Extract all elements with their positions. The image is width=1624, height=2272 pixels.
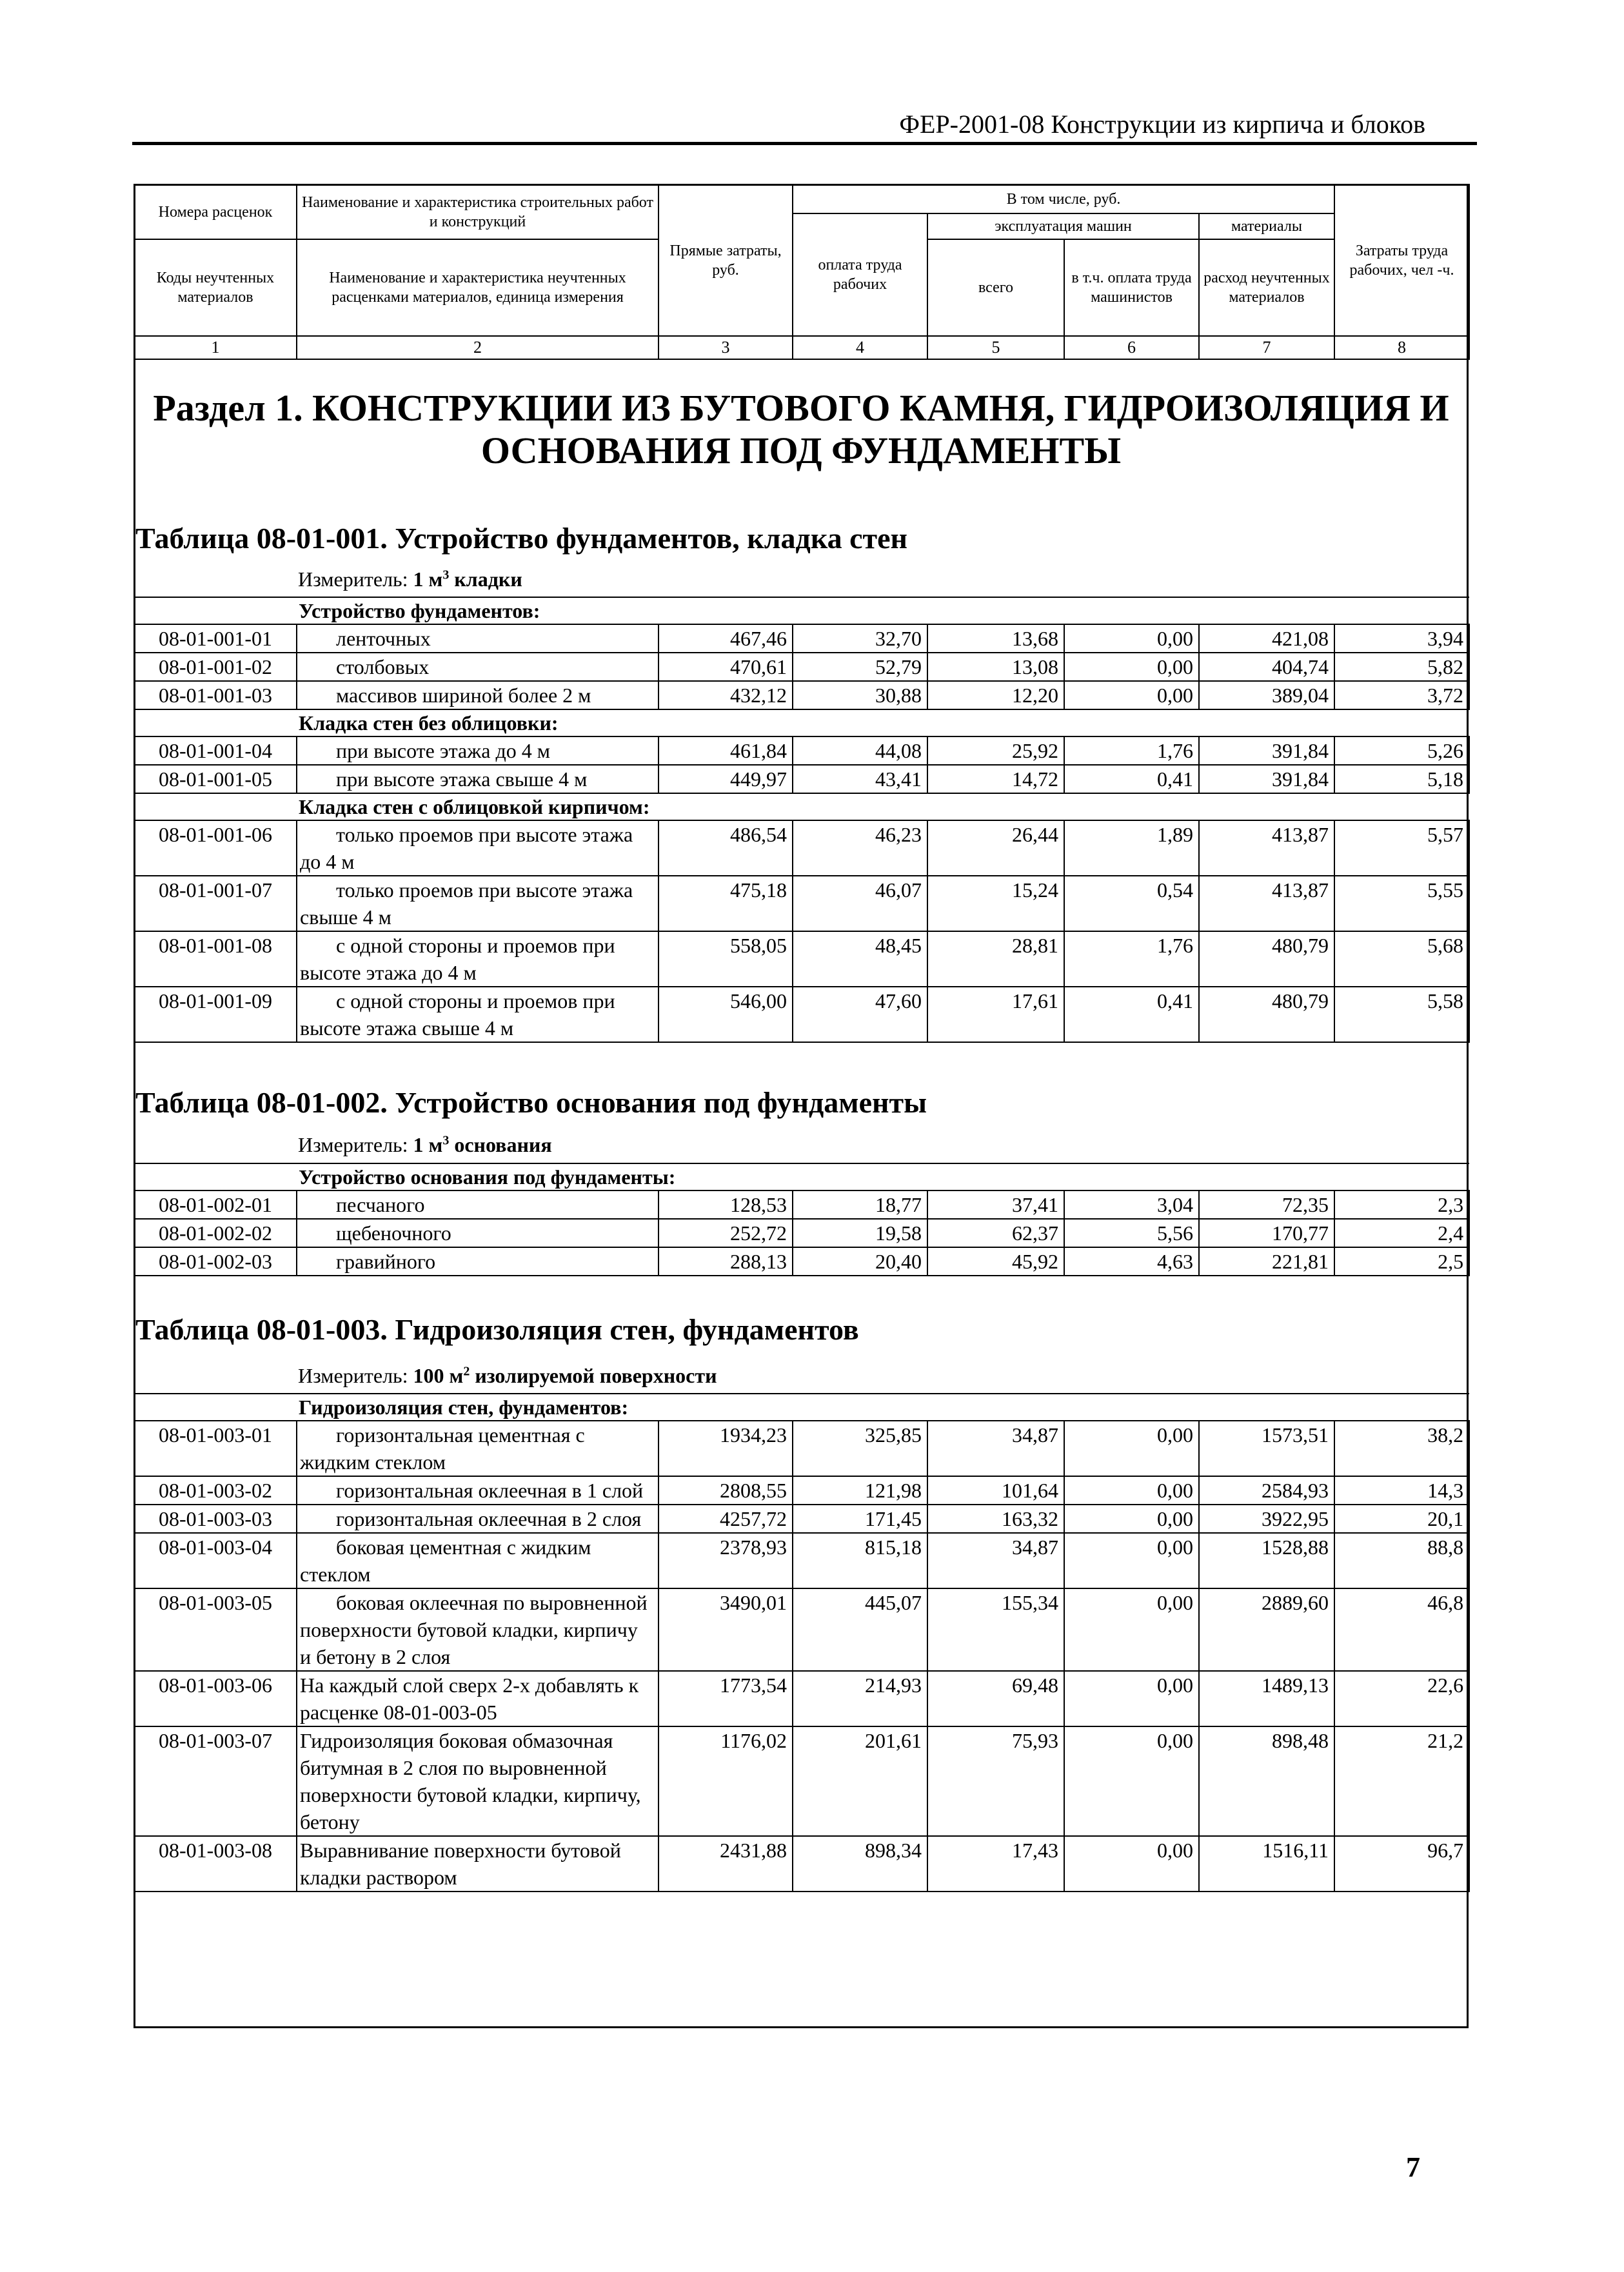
rate-code: 08-01-002-02 — [134, 1219, 297, 1247]
workers-pay-value: 44,08 — [793, 736, 927, 765]
materials-value: 1489,13 — [1199, 1671, 1334, 1726]
workers-pay-value: 445,07 — [793, 1588, 927, 1671]
machines-total-value: 25,92 — [927, 736, 1064, 765]
labor-hours-value: 5,26 — [1334, 736, 1469, 765]
direct-costs-value: 1934,23 — [659, 1421, 793, 1476]
rate-code: 08-01-001-05 — [134, 765, 297, 793]
rate-description: На каждый слой сверх 2-х добавлять к расценке 08-01-003-05 — [297, 1671, 659, 1726]
machinists-pay-value: 1,76 — [1064, 931, 1199, 987]
materials-value: 170,77 — [1199, 1219, 1334, 1247]
table-row — [134, 653, 1469, 681]
rate-code: 08-01-001-03 — [134, 681, 297, 709]
direct-costs-value: 546,00 — [659, 987, 793, 1042]
workers-pay-value: 214,93 — [793, 1671, 927, 1726]
rate-description: песчаного — [297, 1190, 659, 1219]
machines-total-value: 13,08 — [927, 653, 1064, 681]
direct-costs-value: 4257,72 — [659, 1505, 793, 1533]
table-meter — [298, 1133, 552, 1157]
table-row — [134, 765, 1469, 793]
materials-value: 391,84 — [1199, 765, 1334, 793]
workers-pay-value: 898,34 — [793, 1836, 927, 1892]
rates-table-08-01-001 — [134, 597, 1470, 1043]
rate-description: ленточных — [297, 624, 659, 653]
materials-value: 1573,51 — [1199, 1421, 1334, 1476]
machinists-pay-value: 0,41 — [1064, 765, 1199, 793]
rate-description: только проемов при высоте этажа свыше 4 м — [297, 876, 659, 931]
table-meter — [298, 1364, 717, 1388]
group-header-row — [134, 709, 1469, 736]
col-number: 4 — [793, 336, 927, 359]
materials-value: 72,35 — [1199, 1190, 1334, 1219]
rate-description: массивов шириной более 2 м — [297, 681, 659, 709]
labor-hours-value: 20,1 — [1334, 1505, 1469, 1533]
direct-costs-value: 470,61 — [659, 653, 793, 681]
direct-costs-value: 486,54 — [659, 820, 793, 876]
machines-total-value: 75,93 — [927, 1726, 1064, 1836]
machinists-pay-value: 0,00 — [1064, 653, 1199, 681]
machines-total-value: 17,43 — [927, 1836, 1064, 1892]
workers-pay-value: 48,45 — [793, 931, 927, 987]
col-header-workers-pay: оплата труда рабочих — [793, 213, 927, 336]
materials-value: 1516,11 — [1199, 1836, 1334, 1892]
table-row — [134, 1588, 1469, 1671]
rate-code: 08-01-002-01 — [134, 1190, 297, 1219]
col-number: 1 — [134, 336, 297, 359]
workers-pay-value: 201,61 — [793, 1726, 927, 1836]
direct-costs-value: 558,05 — [659, 931, 793, 987]
labor-hours-value: 2,5 — [1334, 1247, 1469, 1276]
col-header-materials: материалы — [1199, 213, 1334, 239]
machinists-pay-value: 0,00 — [1064, 1421, 1199, 1476]
machines-total-value: 62,37 — [927, 1219, 1064, 1247]
table-row — [134, 1726, 1469, 1836]
rate-description: Выравнивание поверхности бутовой кладки раствором — [297, 1836, 659, 1892]
direct-costs-value: 449,97 — [659, 765, 793, 793]
direct-costs-value: 1176,02 — [659, 1726, 793, 1836]
rate-description: с одной стороны и проемов при высоте этажа до 4 м — [297, 931, 659, 987]
rate-description: при высоте этажа свыше 4 м — [297, 765, 659, 793]
machinists-pay-value: 0,00 — [1064, 1671, 1199, 1726]
table-row — [134, 876, 1469, 931]
materials-value: 480,79 — [1199, 987, 1334, 1042]
rate-description: боковая оклеечная по выровненной поверхности бутовой кладки, кирпичу и бетону в 2 слоя — [297, 1588, 659, 1671]
table-row — [134, 681, 1469, 709]
workers-pay-value: 43,41 — [793, 765, 927, 793]
workers-pay-value: 46,23 — [793, 820, 927, 876]
machines-total-value: 34,87 — [927, 1421, 1064, 1476]
machinists-pay-value: 1,76 — [1064, 736, 1199, 765]
direct-costs-value: 252,72 — [659, 1219, 793, 1247]
materials-value: 404,74 — [1199, 653, 1334, 681]
rate-code: 08-01-003-07 — [134, 1726, 297, 1836]
workers-pay-value: 20,40 — [793, 1247, 927, 1276]
table-row — [134, 1219, 1469, 1247]
direct-costs-value: 432,12 — [659, 681, 793, 709]
machines-total-value: 28,81 — [927, 931, 1064, 987]
table-row — [134, 1476, 1469, 1505]
group-header-row — [134, 1394, 1469, 1421]
machines-total-value: 13,68 — [927, 624, 1064, 653]
col-number: 2 — [297, 336, 659, 359]
labor-hours-value: 22,6 — [1334, 1671, 1469, 1726]
table-row — [134, 1836, 1469, 1892]
machinists-pay-value: 0,00 — [1064, 1533, 1199, 1588]
meter-value: 1 $м^3$ основания — [413, 1133, 552, 1156]
col-header-labor-costs: Затраты труда рабочих, чел -ч. — [1334, 184, 1469, 336]
meter-label: Измеритель: — [298, 1133, 408, 1156]
workers-pay-value: 32,70 — [793, 624, 927, 653]
machines-total-value: 17,61 — [927, 987, 1064, 1042]
labor-hours-value: 5,68 — [1334, 931, 1469, 987]
machines-total-value: 45,92 — [927, 1247, 1064, 1276]
workers-pay-value: 19,58 — [793, 1219, 927, 1247]
col-header-direct-costs: Прямые затраты, руб. — [659, 184, 793, 336]
materials-value: 2889,60 — [1199, 1588, 1334, 1671]
rate-description: при высоте этажа до 4 м — [297, 736, 659, 765]
document-title: ФЕР-2001-08 Конструкции из кирпича и блоков — [899, 110, 1425, 139]
rate-code: 08-01-001-06 — [134, 820, 297, 876]
col-header-including: В том числе, руб. — [793, 184, 1334, 213]
labor-hours-value: 14,3 — [1334, 1476, 1469, 1505]
meter-value: 100 $м^2$ изолируемой поверхности — [413, 1364, 717, 1387]
machinists-pay-value: 0,00 — [1064, 681, 1199, 709]
group-label: Кладка стен с облицовкой кирпичом: — [134, 793, 1469, 820]
labor-hours-value: 5,57 — [1334, 820, 1469, 876]
workers-pay-value: 325,85 — [793, 1421, 927, 1476]
machines-total-value: 14,72 — [927, 765, 1064, 793]
table-row — [134, 987, 1469, 1042]
document-header — [132, 108, 1477, 145]
rate-description: гравийного — [297, 1247, 659, 1276]
machinists-pay-value: 0,41 — [1064, 987, 1199, 1042]
table-meter — [298, 568, 522, 591]
col-header-machinists-pay: в т.ч. оплата труда машинистов — [1064, 239, 1199, 336]
direct-costs-value: 128,53 — [659, 1190, 793, 1219]
rate-code: 08-01-003-01 — [134, 1421, 297, 1476]
machinists-pay-value: 1,89 — [1064, 820, 1199, 876]
workers-pay-value: 47,60 — [793, 987, 927, 1042]
rate-description: с одной стороны и проемов при высоте этажа свыше 4 м — [297, 987, 659, 1042]
workers-pay-value: 30,88 — [793, 681, 927, 709]
materials-value: 480,79 — [1199, 931, 1334, 987]
group-label: Устройство фундаментов: — [134, 597, 1469, 624]
rate-code: 08-01-003-03 — [134, 1505, 297, 1533]
machinists-pay-value: 3,04 — [1064, 1190, 1199, 1219]
machinists-pay-value: 5,56 — [1064, 1219, 1199, 1247]
rate-code: 08-01-003-02 — [134, 1476, 297, 1505]
table-row — [134, 1671, 1469, 1726]
workers-pay-value: 52,79 — [793, 653, 927, 681]
table-title: Таблица 08-01-002. Устройство основания под фундаменты — [135, 1086, 927, 1119]
materials-value: 3922,95 — [1199, 1505, 1334, 1533]
machinists-pay-value: 0,00 — [1064, 1476, 1199, 1505]
machines-total-value: 69,48 — [927, 1671, 1064, 1726]
meter-label: Измеритель: — [298, 1364, 408, 1387]
col-number: 7 — [1199, 336, 1334, 359]
rate-description: только проемов при высоте этажа до 4 м — [297, 820, 659, 876]
rate-code: 08-01-003-06 — [134, 1671, 297, 1726]
col-header-machines: эксплуатация машин — [927, 213, 1199, 239]
col-header-material-codes: Коды неучтенных материалов — [134, 239, 297, 336]
machinists-pay-value: 0,54 — [1064, 876, 1199, 931]
machines-total-value: 37,41 — [927, 1190, 1064, 1219]
direct-costs-value: 3490,01 — [659, 1588, 793, 1671]
group-label: Гидроизоляция стен, фундаментов: — [134, 1394, 1469, 1421]
group-label: Кладка стен без облицовки: — [134, 709, 1469, 736]
materials-value: 389,04 — [1199, 681, 1334, 709]
table-row — [134, 1247, 1469, 1276]
table-title: Таблица 08-01-001. Устройство фундаментов, кладка стен — [135, 522, 908, 555]
table-row — [134, 736, 1469, 765]
col-number: 8 — [1334, 336, 1469, 359]
materials-value: 1528,88 — [1199, 1533, 1334, 1588]
group-header-row — [134, 793, 1469, 820]
col-number: 6 — [1064, 336, 1199, 359]
machinists-pay-value: 4,63 — [1064, 1247, 1199, 1276]
meter-value: 1 $м^3$ кладки — [413, 568, 522, 591]
machinists-pay-value: 0,00 — [1064, 1726, 1199, 1836]
direct-costs-value: 475,18 — [659, 876, 793, 931]
direct-costs-value: 2378,93 — [659, 1533, 793, 1588]
rates-table-08-01-002 — [134, 1163, 1470, 1276]
rate-code: 08-01-002-03 — [134, 1247, 297, 1276]
machines-total-value: 34,87 — [927, 1533, 1064, 1588]
machinists-pay-value: 0,00 — [1064, 1588, 1199, 1671]
col-header-work-name: Наименование и характеристика строительных работ и конструкций — [297, 184, 659, 239]
labor-hours-value: 3,72 — [1334, 681, 1469, 709]
rate-code: 08-01-003-04 — [134, 1533, 297, 1588]
table-row — [134, 1533, 1469, 1588]
col-header-material-consumption: расход неучтенных материалов — [1199, 239, 1334, 336]
table-row — [134, 624, 1469, 653]
column-header-table — [134, 184, 1470, 360]
rate-description: горизонтальная оклеечная в 2 слоя — [297, 1505, 659, 1533]
labor-hours-value: 5,82 — [1334, 653, 1469, 681]
machines-total-value: 12,20 — [927, 681, 1064, 709]
table-title: Таблица 08-01-003. Гидроизоляция стен, фундаментов — [135, 1313, 859, 1346]
table-row — [134, 1505, 1469, 1533]
labor-hours-value: 96,7 — [1334, 1836, 1469, 1892]
group-header-row — [134, 1163, 1469, 1190]
rate-code: 08-01-001-02 — [134, 653, 297, 681]
table-row — [134, 1421, 1469, 1476]
group-header-row — [134, 597, 1469, 624]
section-title: Раздел 1. КОНСТРУКЦИИ ИЗ БУТОВОГО КАМНЯ, ГИДРОИЗОЛЯЦИЯ И ОСНОВАНИЯ ПОД ФУНДАМЕНТЫ — [153, 387, 1449, 471]
rate-code: 08-01-001-08 — [134, 931, 297, 987]
machines-total-value: 26,44 — [927, 820, 1064, 876]
machinists-pay-value: 0,00 — [1064, 1505, 1199, 1533]
rate-description: столбовых — [297, 653, 659, 681]
rates-table-08-01-003 — [134, 1393, 1470, 1892]
rate-description: боковая цементная с жидким стеклом — [297, 1533, 659, 1588]
rate-code: 08-01-003-08 — [134, 1836, 297, 1892]
labor-hours-value: 2,4 — [1334, 1219, 1469, 1247]
machinists-pay-value: 0,00 — [1064, 624, 1199, 653]
labor-hours-value: 38,2 — [1334, 1421, 1469, 1476]
col-header-rate-numbers: Номера расценок — [134, 184, 297, 239]
labor-hours-value: 5,55 — [1334, 876, 1469, 931]
materials-value: 413,87 — [1199, 876, 1334, 931]
col-number: 3 — [659, 336, 793, 359]
table-row — [134, 820, 1469, 876]
group-label: Устройство основания под фундаменты: — [134, 1163, 1469, 1190]
direct-costs-value: 461,84 — [659, 736, 793, 765]
col-header-material-name: Наименование и характеристика неучтенных расценками материалов, единица измерения — [297, 239, 659, 336]
materials-value: 391,84 — [1199, 736, 1334, 765]
rate-code: 08-01-001-07 — [134, 876, 297, 931]
labor-hours-value: 21,2 — [1334, 1726, 1469, 1836]
materials-value: 2584,93 — [1199, 1476, 1334, 1505]
materials-value: 898,48 — [1199, 1726, 1334, 1836]
machines-total-value: 163,32 — [927, 1505, 1064, 1533]
rate-description: щебеночного — [297, 1219, 659, 1247]
labor-hours-value: 2,3 — [1334, 1190, 1469, 1219]
rate-code: 08-01-001-01 — [134, 624, 297, 653]
rate-code: 08-01-003-05 — [134, 1588, 297, 1671]
machines-total-value: 15,24 — [927, 876, 1064, 931]
direct-costs-value: 2431,88 — [659, 1836, 793, 1892]
labor-hours-value: 5,18 — [1334, 765, 1469, 793]
workers-pay-value: 815,18 — [793, 1533, 927, 1588]
workers-pay-value: 171,45 — [793, 1505, 927, 1533]
meter-label: Измеритель: — [298, 568, 408, 591]
materials-value: 413,87 — [1199, 820, 1334, 876]
rate-code: 08-01-001-04 — [134, 736, 297, 765]
direct-costs-value: 1773,54 — [659, 1671, 793, 1726]
direct-costs-value: 467,46 — [659, 624, 793, 653]
materials-value: 221,81 — [1199, 1247, 1334, 1276]
rate-description: Гидроизоляция боковая обмазочная битумная в 2 слоя по выровненной поверхности бутовой кладки, кирпичу, бетону — [297, 1726, 659, 1836]
machines-total-value: 101,64 — [927, 1476, 1064, 1505]
col-number: 5 — [927, 336, 1064, 359]
labor-hours-value: 5,58 — [1334, 987, 1469, 1042]
col-header-machines-total: всего — [927, 239, 1064, 336]
labor-hours-value: 46,8 — [1334, 1588, 1469, 1671]
table-row — [134, 1190, 1469, 1219]
machines-total-value: 155,34 — [927, 1588, 1064, 1671]
page-number: 7 — [1406, 2151, 1420, 2183]
labor-hours-value: 88,8 — [1334, 1533, 1469, 1588]
labor-hours-value: 3,94 — [1334, 624, 1469, 653]
workers-pay-value: 18,77 — [793, 1190, 927, 1219]
rate-code: 08-01-001-09 — [134, 987, 297, 1042]
rate-description: горизонтальная цементная с жидким стеклом — [297, 1421, 659, 1476]
table-row — [134, 931, 1469, 987]
workers-pay-value: 46,07 — [793, 876, 927, 931]
direct-costs-value: 288,13 — [659, 1247, 793, 1276]
rate-description: горизонтальная оклеечная в 1 слой — [297, 1476, 659, 1505]
machinists-pay-value: 0,00 — [1064, 1836, 1199, 1892]
workers-pay-value: 121,98 — [793, 1476, 927, 1505]
materials-value: 421,08 — [1199, 624, 1334, 653]
direct-costs-value: 2808,55 — [659, 1476, 793, 1505]
